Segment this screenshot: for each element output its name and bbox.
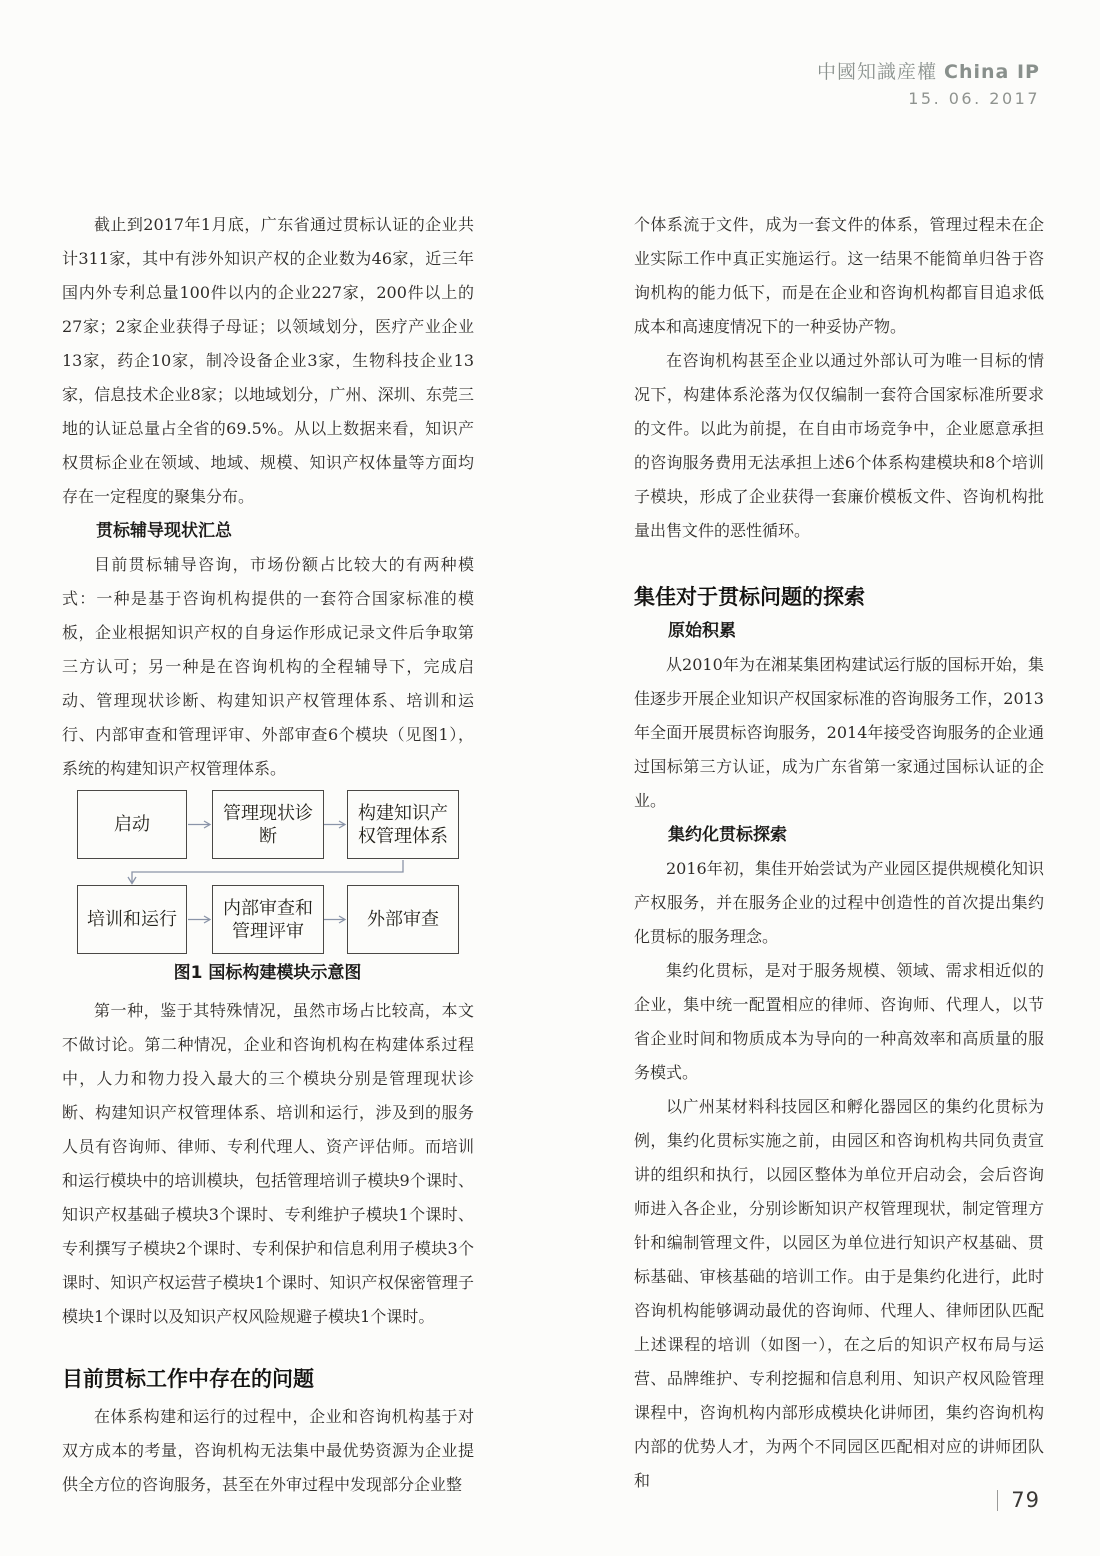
paragraph-2016-parks: 2016年初，集佳开始尝试为产业园区提供规模化知识产权服务，并在服务企业的过程中创造性的首次提出集约化贯标的服务理念。 [634, 859, 1044, 946]
subheading-coaching-status: 贯标辅导现状汇总 [96, 521, 232, 541]
left-column [62, 208, 474, 1502]
paragraph-since-2010: 从2010年为在湘某集团构建试运行版的国标开始，集佳逐步开展企业知识产权国家标准的咨询服务工作，2013年全面开展贯标咨询服务，2014年接受咨询服务的企业通过国标第三方认证，成为广东省第一家通过国标认证的企业。 [634, 655, 1044, 810]
paragraph-guangdong-statistics: 截止到2017年1月底，广东省通过贯标认证的企业共计311家，其中有涉外知识产权的企业数为46家，近三年国内外专利总量100件以内的企业227家，200件以上的27家；2家企业获得子母证；以领域划分，医疗产业企业13家，药企10家，制冷设备企业3家，生物科技企业13家，信息技术企业8家；以地域划分，广州、深圳、东莞三地的认证总量占全省的69.5%。从以上数据来看，知识产权贯标企业在领域、地域、规模、知识产权体量等方面均存在一定程度的聚集分布。 [62, 215, 474, 506]
paragraph-two-models: 目前贯标辅导咨询，市场份额占比较大的有两种模式：一种是基于咨询机构提供的一套符合国家标准的模板，企业根据知识产权的自身运作形成记录文件后争取第三方认可；另一种是在咨询机构的全程辅导下，完成启动、管理现状诊断、构建知识产权管理体系、培训和运行、内部审查和管理评审、外部审查6个模块（见图1），系统的构建知识产权管理体系。 [62, 555, 474, 778]
flow-box-external-audit: 外部审查 [347, 885, 459, 954]
flow-box-training-operation: 培训和运行 [77, 885, 187, 954]
paragraph-module-hours: 第一种，鉴于其特殊情况，虽然市场占比较高，本文不做讨论。第二种情况，企业和咨询机构在构建体系过程中，人力和物力投入最大的三个模块分别是管理现状诊断、构建知识产权管理体系、培训和运行，涉及到的服务人员有咨询师、律师、专利代理人、资产评估师。而培训和运行模块中的培训模块，包括管理培训子模块9个课时、知识产权基础子模块3个课时、专利维护子模块1个课时、专利撰写子模块2个课时、专利保护和信息利用子模块3个课时、知识产权运营子模块1个课时、知识产权保密管理子模块1个课时以及知识产权风险规避子模块1个课时。 [62, 1001, 474, 1326]
page-number [997, 1488, 1040, 1512]
magazine-brand [817, 60, 1040, 86]
paragraph-cost-consideration: 在体系构建和运行的过程中，企业和咨询机构基于对双方成本的考量，咨询机构无法集中最优势资源为企业提供全方位的咨询服务，甚至在外审过程中发现部分企业整 [62, 1407, 474, 1494]
paragraph-document-system: 个体系流于文件，成为一套文件的体系，管理过程未在企业实际工作中真正实施运行。这一结果不能简单归咎于咨询机构的能力低下，而是在企业和咨询机构都盲目追求低成本和高速度情况下的一种妥协产物。 [634, 215, 1044, 336]
page-header [817, 60, 1040, 109]
heading-current-problems: 目前贯标工作中存在的问题 [62, 1367, 314, 1391]
figure-1-flow-diagram [62, 790, 473, 986]
page-number-value: 79 [1011, 1488, 1040, 1512]
figure-1-caption: 图1 国标构建模块示意图 [173, 963, 362, 983]
flow-box-build-system: 构建知识产权管理体系 [347, 790, 459, 859]
paragraph-guangzhou-example: 以广州某材料科技园区和孵化器园区的集约化贯标为例，集约化贯标实施之前，由园区和咨询机构共同负责宣讲的组织和执行，以园区整体为单位开启动会，会后咨询师进入各企业，分别诊断知识产权管理现状，制定管理方针和编制管理文件，以园区为单位进行知识产权基础、贯标基础、审核基础的培训工作。由于是集约化进行，此时咨询机构能够调动最优的咨询师、代理人、律师团队匹配上述课程的培训（如图一），在之后的知识产权布局与运营、品牌维护、专利挖掘和信息利用、知识产权风险管理课程中，咨询机构内部形成模块化讲师团，集约咨询机构内部的优势人才，为两个不同园区匹配相对应的讲师团队和 [634, 1097, 1044, 1490]
flow-box-start: 启动 [77, 790, 187, 859]
brand-english: China IP [944, 61, 1040, 83]
brand-chinese: 中國知識産權 [816, 61, 937, 83]
issue-date: 15. 06. 2017 [908, 88, 1040, 108]
right-column [634, 208, 1044, 1498]
flow-box-internal-audit: 内部审查和管理评审 [212, 885, 324, 954]
subheading-original-accumulation: 原始积累 [668, 621, 736, 641]
heading-unitalen-exploration: 集佳对于贯标问题的探索 [634, 585, 865, 609]
page-number-divider [997, 1490, 999, 1511]
paragraph-vicious-cycle: 在咨询机构甚至企业以通过外部认可为唯一目标的情况下，构建体系沦落为仅仅编制一套符合国家标准所要求的文件。以此为前提，在自由市场竞争中，企业愿意承担的咨询服务费用无法承担上述6个体系构建模块和8个培训子模块，形成了企业获得一套廉价模板文件、咨询机构批量出售文件的恶性循环。 [634, 351, 1044, 540]
subheading-intensive-exploration: 集约化贯标探索 [668, 825, 787, 845]
flow-box-diagnosis: 管理现状诊断 [212, 790, 324, 859]
paragraph-intensive-definition: 集约化贯标，是对于服务规模、领域、需求相近似的企业，集中统一配置相应的律师、咨询师、代理人，以节省企业时间和物质成本为导向的一种高效率和高质量的服务模式。 [634, 961, 1044, 1082]
